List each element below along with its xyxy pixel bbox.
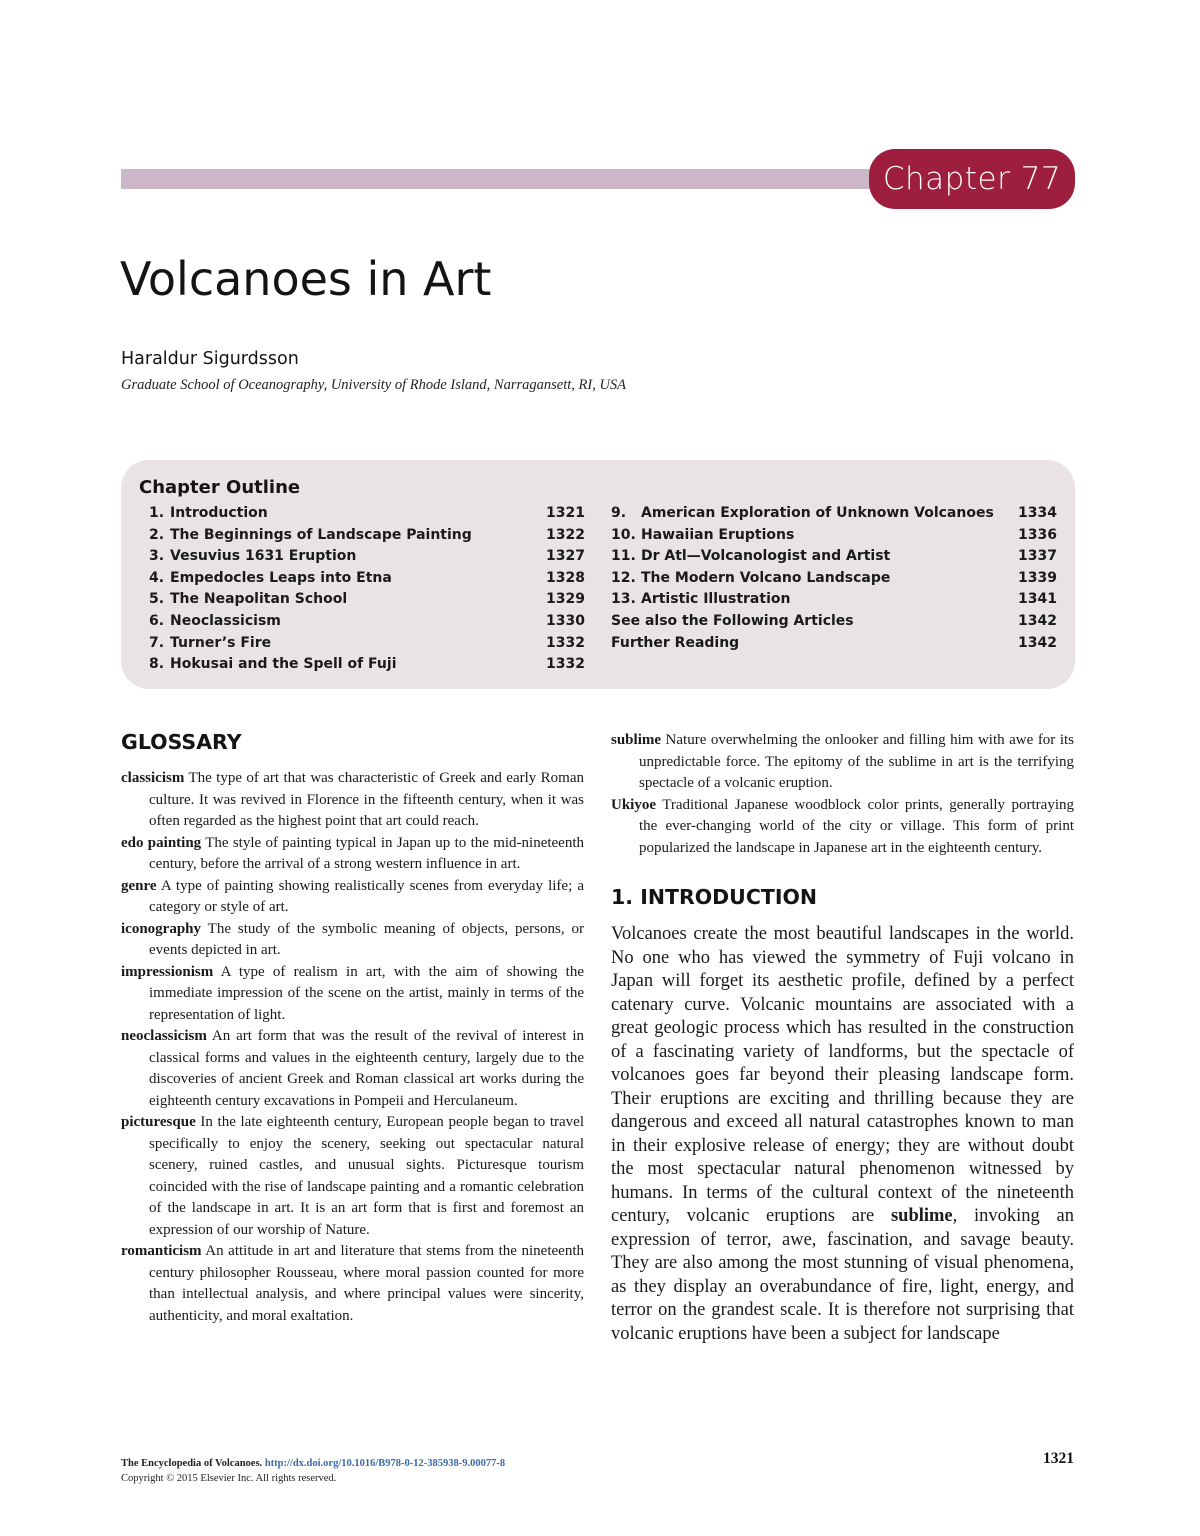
outline-item-page: 1332 bbox=[546, 656, 585, 673]
outline-item-further-reading[interactable] bbox=[611, 635, 1057, 657]
glossary-term: iconography bbox=[121, 920, 202, 937]
outline-item-title: Empedocles Leaps into Etna bbox=[170, 569, 392, 586]
footer-citation bbox=[121, 1456, 505, 1486]
page-number: 1321 bbox=[1043, 1450, 1074, 1467]
outline-item-title: American Exploration of Unknown Volcanoes bbox=[641, 505, 994, 521]
chapter-number-badge: Chapter 77 bbox=[869, 149, 1075, 209]
outline-item-number: 1. bbox=[149, 505, 165, 521]
outline-item-page: 1339 bbox=[1018, 569, 1057, 586]
glossary-entry bbox=[121, 768, 584, 833]
outline-item-page: 1341 bbox=[1018, 591, 1057, 608]
outline-item-title: See also the Following Articles bbox=[611, 612, 854, 629]
glossary-entry bbox=[121, 1026, 584, 1112]
glossary-entry bbox=[121, 876, 584, 919]
glossary-definition: A type of realism in art, with the aim of showing the immediate impression of the scene on the artist, mainly in terms of the representation of light. bbox=[149, 963, 584, 1023]
outline-item-number: 11. bbox=[611, 548, 636, 565]
outline-item-number: 7. bbox=[149, 634, 165, 651]
outline-item[interactable] bbox=[149, 527, 585, 549]
outline-item-page: 1342 bbox=[1018, 612, 1057, 629]
left-column bbox=[121, 730, 584, 1327]
outline-item-number: 8. bbox=[149, 656, 165, 673]
glossary-definition: The style of painting typical in Japan up to the mid-nineteenth century, before the arrival of a strong western influence in art. bbox=[149, 834, 585, 872]
right-column bbox=[611, 730, 1074, 1346]
glossary-term: romanticism bbox=[121, 1243, 202, 1259]
glossary-definition: A type of painting showing realistically scenes from everyday life; a category or style of art. bbox=[149, 877, 584, 915]
outline-item[interactable] bbox=[149, 591, 585, 613]
outline-item-page: 1321 bbox=[546, 505, 585, 521]
glossary-heading: GLOSSARY bbox=[121, 730, 242, 754]
outline-item-title: The Beginnings of Landscape Painting bbox=[170, 526, 472, 543]
glossary-definition: An attitude in art and literature that stems from the nineteenth century philosopher Rousseau, where moral passion counted for more than intellectual analysis, and where principal values were sincerity, authenticity, and moral exaltation. bbox=[149, 1243, 584, 1324]
outline-item-number: 5. bbox=[149, 591, 165, 608]
outline-item-title: The Neapolitan School bbox=[170, 591, 348, 608]
outline-list-left bbox=[149, 505, 585, 678]
outline-item-page: 1327 bbox=[546, 548, 585, 565]
glossary-definition: Nature overwhelming the onlooker and filling him with awe for its unpredictable force. The epitomy of the sublime in art is the terrifying spectacle of a volcanic eruption. bbox=[639, 732, 1074, 791]
outline-item-title: Further Reading bbox=[611, 634, 740, 651]
outline-item[interactable] bbox=[611, 548, 1057, 570]
outline-item[interactable] bbox=[149, 570, 585, 592]
outline-item-title: Hawaiian Eruptions bbox=[641, 526, 795, 543]
footer-book-title: The Encyclopedia of Volcanoes. bbox=[121, 1458, 263, 1469]
outline-item[interactable] bbox=[149, 548, 585, 570]
outline-item-title: Neoclassicism bbox=[170, 612, 281, 629]
glossary-term: impressionism bbox=[121, 963, 214, 980]
outline-item-see-also[interactable] bbox=[611, 613, 1057, 635]
outline-item-title: Dr Atl—Volcanologist and Artist bbox=[641, 548, 891, 565]
glossary-definition: The type of art that was characteristic of Greek and early Roman culture. It was revived in Florence in the fifteenth century, when it was often regarded as the highest point that art could reach. bbox=[149, 770, 584, 829]
outline-item[interactable] bbox=[149, 613, 585, 635]
outline-item-number: 2. bbox=[149, 526, 165, 543]
outline-item-title: Artistic Illustration bbox=[641, 591, 791, 608]
outline-item-page: 1329 bbox=[546, 591, 585, 608]
glossary-term: Ukiyoe bbox=[611, 796, 656, 813]
author-affiliation: Graduate School of Oceanography, University of Rhode Island, Narragansett, RI, USA bbox=[121, 377, 627, 393]
glossary-entry bbox=[121, 919, 584, 962]
outline-item-number: 3. bbox=[149, 548, 165, 565]
introduction-text-before: Volcanoes create the most beautiful landscapes in the world. No one who has viewed the symmetry of Fuji volcano in Japan will forget its aesthetic profile, defined by a perfect catenary curve. Volcanic mountains are associated with a great geologic process which has resulted in the construction of a fascinating variety of landforms, but the spectacle of volcanoes goes far beyond their pleasing landscape form. Their eruptions are exciting and thrilling because they are dangerous and exceed all natural catastrophes known to man in their explosive release of energy; they are without doubt the most spectacular natural phenomenon witnessed by humans. In terms of the cultural context of the nineteenth century, volcanic eruptions are bbox=[611, 924, 1074, 1226]
glossary-entry bbox=[121, 962, 584, 1027]
outline-item[interactable] bbox=[149, 656, 585, 678]
outline-item-number: 13. bbox=[611, 591, 636, 608]
glossary-definition: The study of the symbolic meaning of objects, persons, or events depicted in art. bbox=[149, 920, 584, 958]
outline-item[interactable] bbox=[611, 505, 1057, 527]
outline-item-title: Turner’s Fire bbox=[170, 634, 272, 651]
glossary-definition: Traditional Japanese woodblock color prints, generally portraying the ever-changing world of the city or village. This form of print popularized the landscape in Japanese art in the eighteenth century. bbox=[639, 796, 1074, 856]
glossary-term: sublime bbox=[611, 732, 662, 748]
introduction-text-after: , invoking an expression of terror, awe, fascination, and savage beauty. They are also among the most stunning of visual phenomena, as they display an overabundance of fire, light, energy, and terror on the grandest scale. It is therefore not surprising that volcanic eruptions have been a subject for landscape bbox=[611, 1206, 1074, 1344]
footer-copyright: Copyright © 2015 Elsevier Inc. All rights reserved. bbox=[121, 1473, 337, 1484]
outline-item[interactable] bbox=[611, 527, 1057, 549]
glossary-entry bbox=[121, 1112, 584, 1241]
outline-item[interactable] bbox=[149, 635, 585, 657]
outline-item-page: 1322 bbox=[546, 526, 585, 543]
outline-item-number: 6. bbox=[149, 612, 165, 629]
outline-item-page: 1330 bbox=[546, 612, 585, 629]
outline-item[interactable] bbox=[611, 591, 1057, 613]
outline-item-title: Introduction bbox=[170, 505, 268, 521]
outline-item-number: 4. bbox=[149, 569, 165, 586]
footer-doi-link[interactable]: http://dx.doi.org/10.1016/B978-0-12-385938-9.00077-8 bbox=[264, 1458, 506, 1469]
outline-item-title: The Modern Volcano Landscape bbox=[641, 569, 891, 586]
author-name: Haraldur Sigurdsson bbox=[121, 349, 299, 369]
chapter-header-bar bbox=[121, 169, 871, 189]
outline-item-page: 1336 bbox=[1018, 526, 1057, 543]
glossary-entry bbox=[121, 1241, 584, 1327]
outline-item-page: 1337 bbox=[1018, 548, 1057, 565]
outline-item-title: Hokusai and the Spell of Fuji bbox=[170, 656, 397, 673]
outline-item-number: 12. bbox=[611, 569, 636, 586]
outline-item-page: 1328 bbox=[546, 569, 585, 586]
glossary-definition: An art form that was the result of the revival of interest in classical forms and values in the eighteenth century, largely due to the discoveries of ancient Greek and Roman classical art works during the eighteenth century excavations in Pompeii and Herculaneum. bbox=[149, 1028, 584, 1109]
outline-item[interactable] bbox=[611, 570, 1057, 592]
outline-item-title: Vesuvius 1631 Eruption bbox=[170, 548, 357, 565]
glossary-term: neoclassicism bbox=[121, 1028, 207, 1044]
glossary-entry bbox=[611, 730, 1074, 795]
outline-item[interactable] bbox=[149, 505, 585, 527]
outline-item-page: 1332 bbox=[546, 634, 585, 651]
glossary-term: classicism bbox=[121, 770, 185, 786]
outline-item-page: 1334 bbox=[1018, 505, 1057, 521]
outline-item-page: 1342 bbox=[1018, 634, 1057, 651]
outline-item-number: 10. bbox=[611, 526, 636, 543]
glossary-term: picturesque bbox=[121, 1114, 196, 1130]
glossary-term: edo painting bbox=[121, 834, 202, 851]
outline-item-number: 9. bbox=[611, 505, 627, 521]
chapter-outline-heading: Chapter Outline bbox=[139, 477, 301, 498]
outline-list-right bbox=[611, 505, 1057, 656]
chapter-title: Volcanoes in Art bbox=[120, 252, 492, 306]
glossary-entry bbox=[611, 795, 1074, 860]
introduction-body bbox=[611, 923, 1074, 1346]
glossary-term: genre bbox=[121, 877, 157, 894]
glossary-entry bbox=[121, 833, 584, 876]
glossary-definition: In the late eighteenth century, European people began to travel specifically to enjoy the scenery, seeking out spectacular natural scenery, ruined castles, and unusual sights. Picturesque tourism coincided with the rise of landscape painting and a romantic celebration of the landscape in art. It is an art form that is first and foremost an expression of our worship of Nature. bbox=[149, 1114, 584, 1238]
introduction-heading: 1. INTRODUCTION bbox=[611, 885, 818, 909]
introduction-emphasis: sublime bbox=[890, 1206, 953, 1226]
